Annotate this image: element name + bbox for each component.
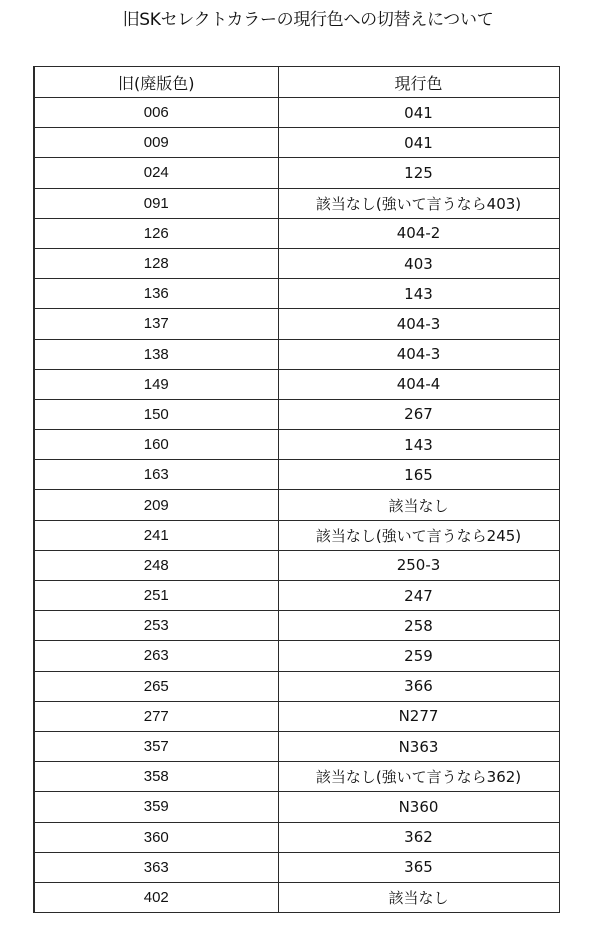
table-row: [34, 882, 559, 912]
old-color-cell: 126: [34, 218, 278, 248]
old-color-cell: 024: [34, 158, 278, 188]
table-row: [34, 671, 559, 701]
table-row: [34, 550, 559, 580]
table-row: [34, 762, 559, 792]
current-color-cell: N360: [278, 792, 559, 822]
old-color-cell: 359: [34, 792, 278, 822]
current-color-cell: 403: [278, 248, 559, 278]
table-row: [34, 188, 559, 218]
table-row: [34, 520, 559, 550]
current-color-cell: 247: [278, 581, 559, 611]
current-color-cell: 143: [278, 279, 559, 309]
old-color-cell: 358: [34, 762, 278, 792]
old-color-cell: 137: [34, 309, 278, 339]
table-body: [34, 98, 559, 913]
old-color-cell: 277: [34, 701, 278, 731]
current-color-cell: 041: [278, 128, 559, 158]
old-color-cell: 009: [34, 128, 278, 158]
table-row: [34, 128, 559, 158]
table-row: [34, 218, 559, 248]
current-color-cell: 404-4: [278, 369, 559, 399]
current-color-cell: N277: [278, 701, 559, 731]
current-color-cell: 362: [278, 822, 559, 852]
table-row: [34, 852, 559, 882]
old-color-cell: 128: [34, 248, 278, 278]
old-color-cell: 160: [34, 430, 278, 460]
table-row: [34, 581, 559, 611]
old-color-cell: 265: [34, 671, 278, 701]
current-color-cell: 125: [278, 158, 559, 188]
old-color-cell: 357: [34, 731, 278, 761]
column-header-current-color: 現行色: [278, 67, 559, 98]
table-row: [34, 701, 559, 731]
old-color-cell: 241: [34, 520, 278, 550]
old-color-cell: 138: [34, 339, 278, 369]
current-color-cell: 404-3: [278, 309, 559, 339]
old-color-cell: 149: [34, 369, 278, 399]
current-color-cell: 365: [278, 852, 559, 882]
current-color-cell: 該当なし: [278, 490, 559, 520]
current-color-cell: 404-2: [278, 218, 559, 248]
color-conversion-table: [33, 66, 560, 913]
table-row: [34, 611, 559, 641]
current-color-cell: 259: [278, 641, 559, 671]
old-color-cell: 150: [34, 399, 278, 429]
old-color-cell: 251: [34, 581, 278, 611]
current-color-cell: 366: [278, 671, 559, 701]
document-title: 旧SKセレクトカラーの現行色への切替えについて: [122, 10, 494, 30]
current-color-cell: 143: [278, 430, 559, 460]
current-color-cell: 該当なし(強いて言うなら362): [278, 762, 559, 792]
table-row: [34, 792, 559, 822]
old-color-cell: 402: [34, 882, 278, 912]
table-row: [34, 279, 559, 309]
current-color-cell: 404-3: [278, 339, 559, 369]
table-row: [34, 430, 559, 460]
current-color-cell: 250-3: [278, 550, 559, 580]
current-color-cell: 258: [278, 611, 559, 641]
table-row: [34, 369, 559, 399]
current-color-cell: 該当なし(強いて言うなら245): [278, 520, 559, 550]
old-color-cell: 248: [34, 550, 278, 580]
table-row: [34, 339, 559, 369]
current-color-cell: 041: [278, 98, 559, 128]
old-color-cell: 163: [34, 460, 278, 490]
table-row: [34, 399, 559, 429]
current-color-cell: 267: [278, 399, 559, 429]
column-header-old-color: 旧(廃版色): [34, 67, 278, 98]
old-color-cell: 363: [34, 852, 278, 882]
table-row: [34, 460, 559, 490]
table-header-row: [34, 67, 559, 98]
old-color-cell: 209: [34, 490, 278, 520]
table-row: [34, 158, 559, 188]
old-color-cell: 263: [34, 641, 278, 671]
table-row: [34, 641, 559, 671]
current-color-cell: N363: [278, 731, 559, 761]
old-color-cell: 360: [34, 822, 278, 852]
table-row: [34, 731, 559, 761]
old-color-cell: 091: [34, 188, 278, 218]
table-row: [34, 309, 559, 339]
table-row: [34, 822, 559, 852]
current-color-cell: 該当なし: [278, 882, 559, 912]
old-color-cell: 136: [34, 279, 278, 309]
table-row: [34, 490, 559, 520]
old-color-cell: 006: [34, 98, 278, 128]
current-color-cell: 165: [278, 460, 559, 490]
current-color-cell: 該当なし(強いて言うなら403): [278, 188, 559, 218]
old-color-cell: 253: [34, 611, 278, 641]
table-row: [34, 248, 559, 278]
table-row: [34, 98, 559, 128]
